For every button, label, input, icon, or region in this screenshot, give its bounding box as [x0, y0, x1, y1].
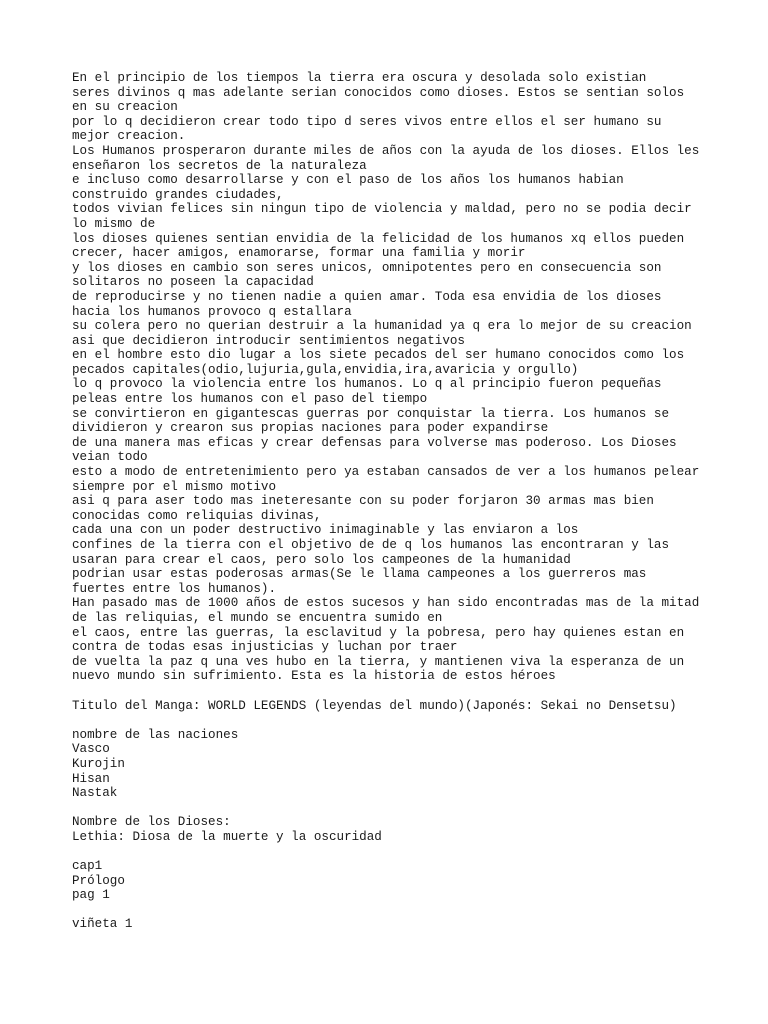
story-line: asi q para aser todo mas ineteresante con su poder forjaron 30 armas mas bien [72, 494, 654, 509]
story-line: y los dioses en cambio son seres unicos, omnipotentes pero en consecuencia son [72, 260, 662, 275]
spacer [72, 844, 712, 859]
story-line: podrian usar estas poderosas armas(Se le llama campeones a los guerreros mas [72, 567, 647, 582]
story-line: nuevo mundo sin sufrimiento. Esta es la historia de estos héroes [72, 669, 556, 684]
story-line: peleas entre los humanos con el paso del tiempo [72, 392, 428, 407]
spacer [72, 713, 712, 728]
story-line: enseñaron los secretos de la naturaleza [72, 158, 367, 173]
story-line: el caos, entre las guerras, la esclavitud y la pobresa, pero hay quienes estan en [72, 625, 685, 640]
story-line: Los Humanos prosperaron durante miles de años con la ayuda de los dioses. Ellos les [72, 143, 700, 158]
story-line: en el hombre esto dio lugar a los siete pecados del ser humano conocidos como los [72, 348, 685, 363]
story-line: todos vivian felices sin ningun tipo de violencia y maldad, pero no se podia decir [72, 202, 692, 217]
story-line: confines de la tierra con el objetivo de de q los humanos las encontraran y las [72, 538, 670, 552]
story-line: construido grandes ciudades, [72, 187, 284, 202]
story-line: por lo q decidieron crear todo tipo d seres vivos entre ellos el ser humano su [72, 114, 662, 129]
gods-heading: Nombre de los Dioses: [72, 815, 231, 830]
story-line: de vuelta la paz q una ves hubo en la tierra, y mantienen viva la esperanza de un [72, 654, 685, 669]
story-line: crecer, hacer amigos, enamorarse, formar una familia y morir [72, 246, 526, 261]
story-line: de las reliquias, el mundo se encuentra sumido en [72, 610, 443, 625]
story-line: su colera pero no querian destruir a la humanidad ya q era lo mejor de su creacion [72, 319, 692, 334]
story-line: mejor creacion. [72, 129, 186, 144]
story-line: e incluso como desarrollarse y con el paso de los años los humanos habian [72, 173, 624, 188]
chapter-name: Prólogo [72, 873, 125, 888]
story-line: seres divinos q mas adelante serian conocidos como dioses. Estos se sentian solos [72, 85, 685, 100]
story-line: lo q provoco la violencia entre los humanos. Lo q al principio fueron pequeñas [72, 377, 662, 392]
story-line: Han pasado mas de 1000 años de estos sucesos y han sido encontradas mas de la mitad [72, 596, 700, 611]
story-line: cada una con un poder destructivo inimaginable y las enviaron a los [72, 523, 579, 538]
story-line: asi que decidieron introducir sentimientos negativos [72, 333, 465, 348]
story-line: de una manera mas eficas y crear defensas para volverse mas poderoso. Los Dioses [72, 435, 677, 450]
story-line: en su creacion [72, 100, 178, 115]
nation-item: Hisan [72, 771, 110, 786]
chapter-section [72, 859, 712, 903]
document-page [72, 71, 712, 932]
manga-title: Titulo del Manga: WORLD LEGENDS (leyendas del mundo)(Japonés: Sekai no Densetsu) [72, 698, 677, 713]
nations-heading: nombre de las naciones [72, 727, 239, 742]
story-line: contra de todas esas injusticias y luchan por traer [72, 640, 458, 655]
story-line: pecados capitales(odio,lujuria,gula,envidia,ira,avaricia y orgullo) [72, 362, 579, 377]
story-line: hacia los humanos provoco q estallara [72, 304, 352, 319]
nations-section [72, 728, 712, 801]
chapter-label: cap1 [72, 859, 103, 874]
page-number: pag 1 [72, 888, 110, 903]
story-line: conocidas como reliquias divinas, [72, 508, 322, 523]
story-line: se convirtieron en gigantescas guerras por conquistar la tierra. Los humanos se [72, 406, 670, 421]
spacer [72, 903, 712, 918]
nation-item: Vasco [72, 742, 110, 757]
spacer [72, 801, 712, 816]
story-line: solitaros no poseen la capacidad [72, 275, 314, 290]
story-line: lo mismo de [72, 216, 156, 231]
story-line: veian todo [72, 450, 148, 465]
story-line: fuertes entre los humanos). [72, 581, 277, 596]
god-item: Lethia: Diosa de la muerte y la oscuridad [72, 829, 382, 844]
gods-section [72, 815, 712, 844]
nation-item: Nastak [72, 786, 118, 801]
spacer [72, 684, 712, 699]
story-line: esto a modo de entretenimiento pero ya estaban cansados de ver a los humanos pelear [72, 465, 700, 480]
story-line: de reproducirse y no tienen nadie a quien amar. Toda esa envidia de los dioses [72, 289, 662, 304]
panel-label: viñeta 1 [72, 917, 133, 932]
story-line: En el principio de los tiempos la tierra era oscura y desolada solo existian [72, 71, 647, 85]
story-paragraph [72, 71, 712, 684]
story-line: los dioses quienes sentian envidia de la felicidad de los humanos xq ellos pueden [72, 231, 685, 246]
story-line: siempre por el mismo motivo [72, 479, 277, 494]
story-line: usaran para crear el caos, pero solo los campeones de la humanidad [72, 552, 571, 567]
nation-item: Kurojin [72, 756, 125, 771]
story-line: dividieron y crearon sus propias naciones para poder expandirse [72, 421, 549, 436]
